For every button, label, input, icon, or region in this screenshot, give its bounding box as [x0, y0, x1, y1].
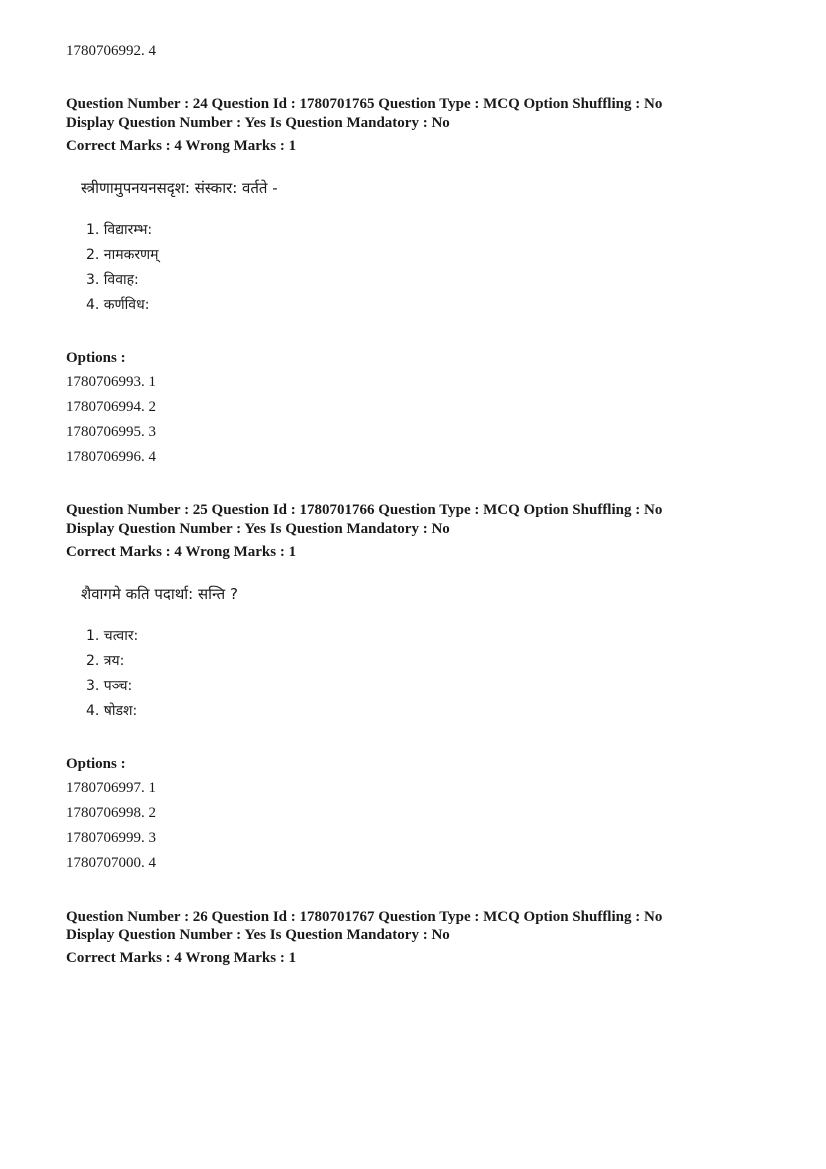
option-row	[66, 804, 156, 822]
question-header: Question Number : 25 Question Id : 1780701766 Question Type : MCQ Option Shuffling : No	[66, 502, 663, 518]
question-header-display: Display Question Number : Yes Is Question Mandatory : No	[66, 927, 450, 943]
options-label: Options :	[66, 350, 126, 366]
question-marks: Correct Marks : 4 Wrong Marks : 1	[66, 950, 297, 966]
question-text: शैवागमे कति पदार्था: सन्ति ?	[81, 585, 238, 603]
option-value: 4	[148, 449, 156, 465]
option-row	[66, 829, 156, 847]
option-row	[66, 448, 156, 466]
choice-item: 1. विद्यारम्भ:	[86, 222, 153, 238]
option-id: 1780707000.	[66, 855, 145, 871]
option-id: 1780706997.	[66, 780, 145, 796]
question-marks: Correct Marks : 4 Wrong Marks : 1	[66, 544, 297, 560]
option-id: 1780706999.	[66, 830, 145, 846]
question-header: Question Number : 26 Question Id : 1780701767 Question Type : MCQ Option Shuffling : No	[66, 909, 663, 925]
option-value: 4	[148, 43, 156, 59]
question-marks: Correct Marks : 4 Wrong Marks : 1	[66, 138, 297, 154]
choice-item: 3. पञ्च:	[86, 678, 133, 694]
choice-item: 4. षोडश:	[86, 703, 138, 719]
option-id: 1780706996.	[66, 449, 145, 465]
choice-item: 4. कर्णविध:	[86, 297, 150, 313]
option-value: 4	[148, 855, 156, 871]
choice-item: 3. विवाह:	[86, 272, 139, 288]
option-id: 1780706998.	[66, 805, 145, 821]
option-row	[66, 854, 156, 872]
option-row	[66, 398, 156, 416]
option-value: 3	[148, 830, 156, 846]
options-label: Options :	[66, 756, 126, 772]
choice-item: 1. चत्वार:	[86, 628, 139, 644]
option-row	[66, 42, 156, 60]
option-id: 1780706993.	[66, 374, 145, 390]
option-value: 3	[148, 424, 156, 440]
option-id: 1780706994.	[66, 399, 145, 415]
option-row	[66, 423, 156, 441]
option-row	[66, 373, 156, 391]
question-header-display: Display Question Number : Yes Is Question Mandatory : No	[66, 115, 450, 131]
choice-item: 2. नामकरणम्	[86, 247, 159, 263]
option-id: 1780706995.	[66, 424, 145, 440]
choice-item: 2. त्रय:	[86, 653, 125, 669]
option-id: 1780706992.	[66, 43, 145, 59]
question-text: स्त्रीणामुपनयनसदृश: संस्कार: वर्तते -	[81, 179, 278, 197]
option-value: 1	[148, 374, 156, 390]
option-value: 1	[148, 780, 156, 796]
option-value: 2	[148, 805, 156, 821]
option-row	[66, 779, 156, 797]
question-header: Question Number : 24 Question Id : 1780701765 Question Type : MCQ Option Shuffling : No	[66, 96, 663, 112]
question-header-display: Display Question Number : Yes Is Question Mandatory : No	[66, 521, 450, 537]
option-value: 2	[148, 399, 156, 415]
